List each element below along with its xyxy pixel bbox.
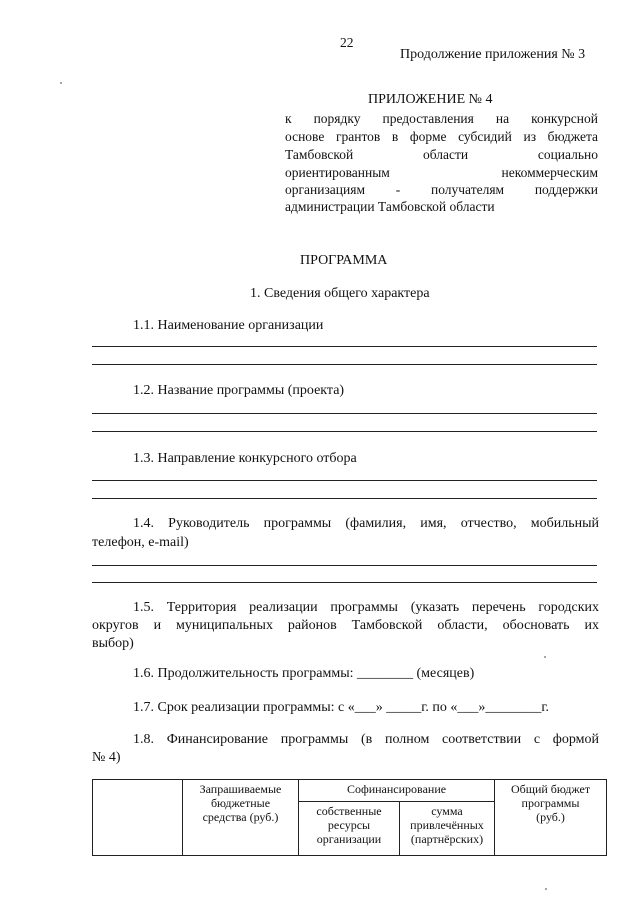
table-header-requested: Запрашиваемые бюджетные средства (руб.) xyxy=(183,780,299,856)
scan-speck xyxy=(544,656,546,658)
item-1-5-line-3: выбор) xyxy=(92,636,134,651)
fill-line xyxy=(92,480,597,481)
scan-speck xyxy=(545,888,547,890)
item-1-6: 1.6. Продолжительность программы: ________ (месяцев) xyxy=(133,666,475,681)
appendix-line-6: администрации Тамбовской области xyxy=(285,199,495,214)
appendix-line-3: Тамбовской области социально xyxy=(285,147,598,162)
item-1-2: 1.2. Название программы (проекта) xyxy=(133,383,345,398)
table-header-own-resources: собственные ресурсы организации xyxy=(299,802,400,856)
fill-line xyxy=(92,582,597,583)
item-1-5-line-2: округов и муниципальных районов Тамбовской области, обосновать их xyxy=(92,618,599,633)
table-header-total: Общий бюджет программы (руб.) xyxy=(495,780,607,856)
page-number: 22 xyxy=(340,35,354,50)
table-header-cofinancing: Софинансирование xyxy=(299,780,495,802)
item-1-8-line-1: 1.8. Финансирование программы (в полном соответствии с формой xyxy=(133,732,599,747)
scan-speck xyxy=(60,82,62,84)
appendix-line-1: к порядку предоставления на конкурсной xyxy=(285,111,598,126)
appendix-line-2: основе грантов в форме субсидий из бюджета xyxy=(285,129,598,144)
fill-line xyxy=(92,431,597,432)
item-1-5-line-1: 1.5. Территория реализации программы (указать перечень городских xyxy=(133,600,599,615)
section-1-heading: 1. Сведения общего характера xyxy=(250,286,430,301)
item-1-7: 1.7. Срок реализации программы: с «___» _____г. по «___»________г. xyxy=(133,700,550,715)
fill-line xyxy=(92,346,597,347)
item-1-3: 1.3. Направление конкурсного отбора xyxy=(133,451,357,466)
fill-line xyxy=(92,498,597,499)
appendix-line-5: организациям - получателям поддержки xyxy=(285,182,598,197)
continuation-note: Продолжение приложения № 3 xyxy=(400,47,586,62)
item-1-8-line-2: № 4) xyxy=(92,750,121,765)
fill-line xyxy=(92,364,597,365)
table-header-attracted: сумма привлечённых (партнёрских) xyxy=(400,802,495,856)
fill-line xyxy=(92,565,597,566)
table-empty-cell xyxy=(93,780,183,856)
appendix-line-4: ориентированным некоммерческим xyxy=(285,165,598,180)
program-title: ПРОГРАММА xyxy=(300,253,388,268)
item-1-4-line-1: 1.4. Руководитель программы (фамилия, имя, отчество, мобильный xyxy=(133,516,599,531)
appendix-title: ПРИЛОЖЕНИЕ № 4 xyxy=(368,92,493,107)
financing-table xyxy=(92,779,607,856)
item-1-1: 1.1. Наименование организации xyxy=(133,318,324,333)
fill-line xyxy=(92,413,597,414)
item-1-4-line-2: телефон, e-mail) xyxy=(92,535,189,550)
